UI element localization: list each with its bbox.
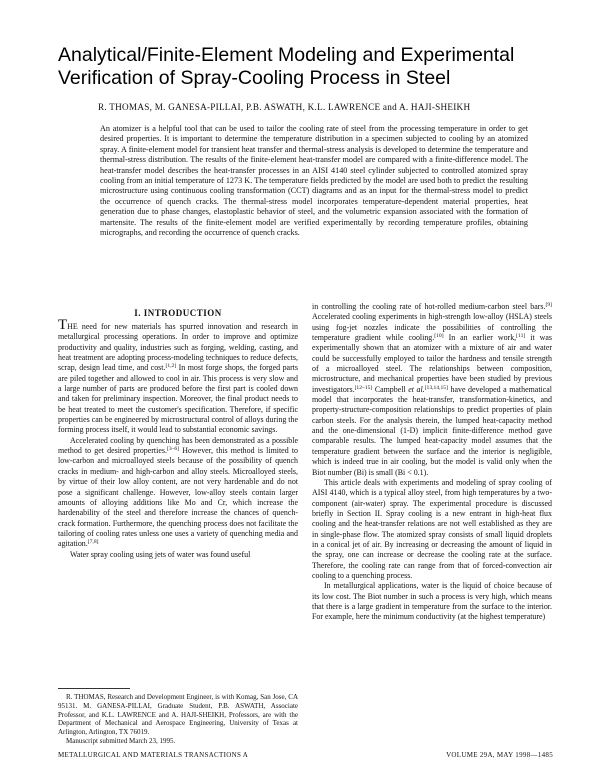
text-run-italic: et al.: [408, 384, 425, 394]
text-run: in controlling the cooling rate of hot-rolled medium-carbon steel bars.: [312, 302, 546, 311]
intro-paragraph-3-cont: [312, 302, 552, 478]
text-run: Accelerated cooling experiments in high-strength low-alloy (HSLA) steels using fog-jet nozzles indicate the possibilities of controlling the temperature gradient while cooling.: [312, 312, 552, 343]
citation-ref: [12–15]: [354, 384, 373, 391]
journal-name-footer: METALLURGICAL AND MATERIALS TRANSACTIONS A: [58, 751, 249, 759]
citation-ref: [7,8]: [87, 539, 99, 546]
citation-ref: [9]: [545, 302, 552, 308]
citation-ref: [11]: [516, 333, 526, 340]
volume-page-footer: VOLUME 29A, MAY 1998—1485: [446, 751, 553, 759]
text-run: have developed a mathematical model that incorporates the heat-transfer, transformation-kinetics, and property-structure-composition relationships to predict properties of plain carbon steels. For the analysis therein, the lumped heat-capacity method and the one-dimensional (1-D) implicit finite-difference method gave comparable results. The lumped heat-capacity model assumes that the temperature gradient between the surface and the interior is negligible, which is indeed true in air cooling, but the model is valid only when the Biot number (Bi) is small (Bi < 0.1).: [312, 384, 552, 477]
citation-ref: [10]: [434, 333, 444, 340]
right-column: [312, 302, 552, 623]
citation-ref: [3–6]: [166, 446, 180, 453]
title-line-1: Analytical/Finite-Element Modeling and Experimental: [58, 44, 515, 66]
left-column: [58, 308, 299, 560]
intro-p1-text: HE need for new materials has spurred innovation and research in metallurgical processing operations. In order to improve and optimize productivity and quality, industries such as forging, welding, casting, and heat treatment are adopting process-modeling techniques to reduce defects, scrap, design lead time, and cost.: [58, 322, 298, 373]
footnote-divider: [58, 688, 130, 689]
intro-paragraph-2: [58, 436, 298, 550]
intro-paragraph-3: Water spray cooling using jets of water was found useful: [70, 549, 251, 559]
intro-paragraph-1: [58, 317, 299, 436]
abstract: An atomizer is a helpful tool that can be used to tailor the cooling rate of steel from the processing temperature in order to get desired properties. It is important to determine the temperature distribution in a specimen subjected to cooling by an atomized spray. A finite-element model for transient heat transfer and thermal-stress analysis is developed to determine the temperature and thermal-stress distribution. The results of the finite-element heat-transfer model are compared with a finite-difference model. The heat-transfer model describes the heat-transfer processes in an AISI 4140 steel cylinder subjected to controlled atomized spray cooling from an initial temperature of 1273 K. The temperature fields predicted by the model are used both to predict the resulting microstructure using continuous cooling transformation (CCT) diagrams and as an input for the thermal-stress model to predict the occurrence of quench cracks. The thermal-stress model incorporates temperature-dependent material properties, heat generation due to phase changes, elastoplastic behavior of steel, and the volumetric expansion associated with the formation of martensite. The results of the finite-element model are verified experimentally by recording temperature profiles, obtaining micrographs, and recording the occurrence of quench cracks.: [100, 124, 528, 238]
text-run: In an earlier work,: [443, 333, 517, 343]
drop-cap: T: [58, 317, 68, 333]
intro-paragraph-4: This article deals with experiments and modeling of spray cooling of AISI 4140, which is a typical alloy steel, from high temperatures by a two-component (air-water) spray. The experimental procedure is discussed briefly in Section II. Spray cooling is a new entrant in high-heat flux cooling and the heat-transfer relations are not well established as they are in single-phase flow. The atomized spray consists of small liquid droplets in a conical jet of air. By increasing or decreasing the amount of liquid in the spray, one can increase or decrease the cooling rate at the surface. Therefore, the cooling rate can range from that of forced-convection air cooling to a quenching process.: [312, 477, 552, 580]
intro-p1-text-cont: In most forge shops, the forged parts are piled together and allowed to cool in air. This process is very slow and a large number of parts are produced before the first part is cooled down and taken for preliminary inspection. Moreover, the final product needs to be heat treated to meet the customer's specification. Therefore, if specific properties can be engineered by microstructural control of alloys during the forming process itself, it would lead to substantial economic savings.: [58, 363, 299, 435]
manuscript-note: Manuscript submitted March 23, 1995.: [66, 736, 176, 745]
citation-ref: [13,14,15]: [424, 384, 448, 391]
author-footnote: [58, 693, 298, 746]
paper-title: [58, 44, 558, 90]
intro-paragraph-5: In metallurgical applications, water is the liquid of choice because of its low cost. The Biot number in such a process is very high, which means that there is a large gradient in temperature from the surface to the interior. For example, here the minimum conductivity (at the highest temperature): [312, 581, 552, 622]
text-run: it was experimentally shown that an atomizer with a mixture of air and water could be successfully employed to tailor the hardness and tensile strength of a microalloyed steel. The relationships between composition, microstructure, and mechanical properties have been studied by previous investigators.: [312, 333, 552, 394]
text-run: Campbell: [372, 384, 409, 394]
author-list: R. THOMAS, M. GANESA-PILLAI, P.B. ASWATH, K.L. LAWRENCE and A. HAJI-SHEIKH: [98, 102, 471, 112]
intro-p2-text-cont: However, this method is limited to low-carbon and microalloyed steels because of the possibility of quench cracks in medium- and high-carbon and alloy steels. Microalloyed steels, by virtue of their low alloy content, are not very hardenable and do not pose a significant challenge. However, low-alloy steels contain larger amounts of alloying additions like Mo and Cr, which increase the hardenability of the steel and therefore increase the chances of quench-crack formation. Furthermore, the quenching process does not facilitate the tailoring of cooling rates unless one uses a variety of quenching media and agitation.: [58, 446, 298, 549]
intro-p2-text: Accelerated cooling by quenching has been demonstrated as a possible method to get desired properties.: [58, 435, 298, 456]
citation-ref: [1,2]: [165, 363, 177, 370]
section-heading-introduction: I. INTRODUCTION: [134, 308, 222, 318]
affiliation-note: R. THOMAS, Research and Development Engineer, is with Komag, San Jose, CA 95131. M. GANESA-PILLAI, Graduate Student, P.B. ASWATH, Associate Professor, and K.L. LAWRENCE and A. HAJI-SHEIKH, Professors, are with the Department of Mechanical and Aerospace Engineering, University of Texas at Arlington, Arlington, TX 76019.: [58, 693, 298, 737]
title-line-2: Verification of Spray-Cooling Process in Steel: [58, 67, 451, 89]
